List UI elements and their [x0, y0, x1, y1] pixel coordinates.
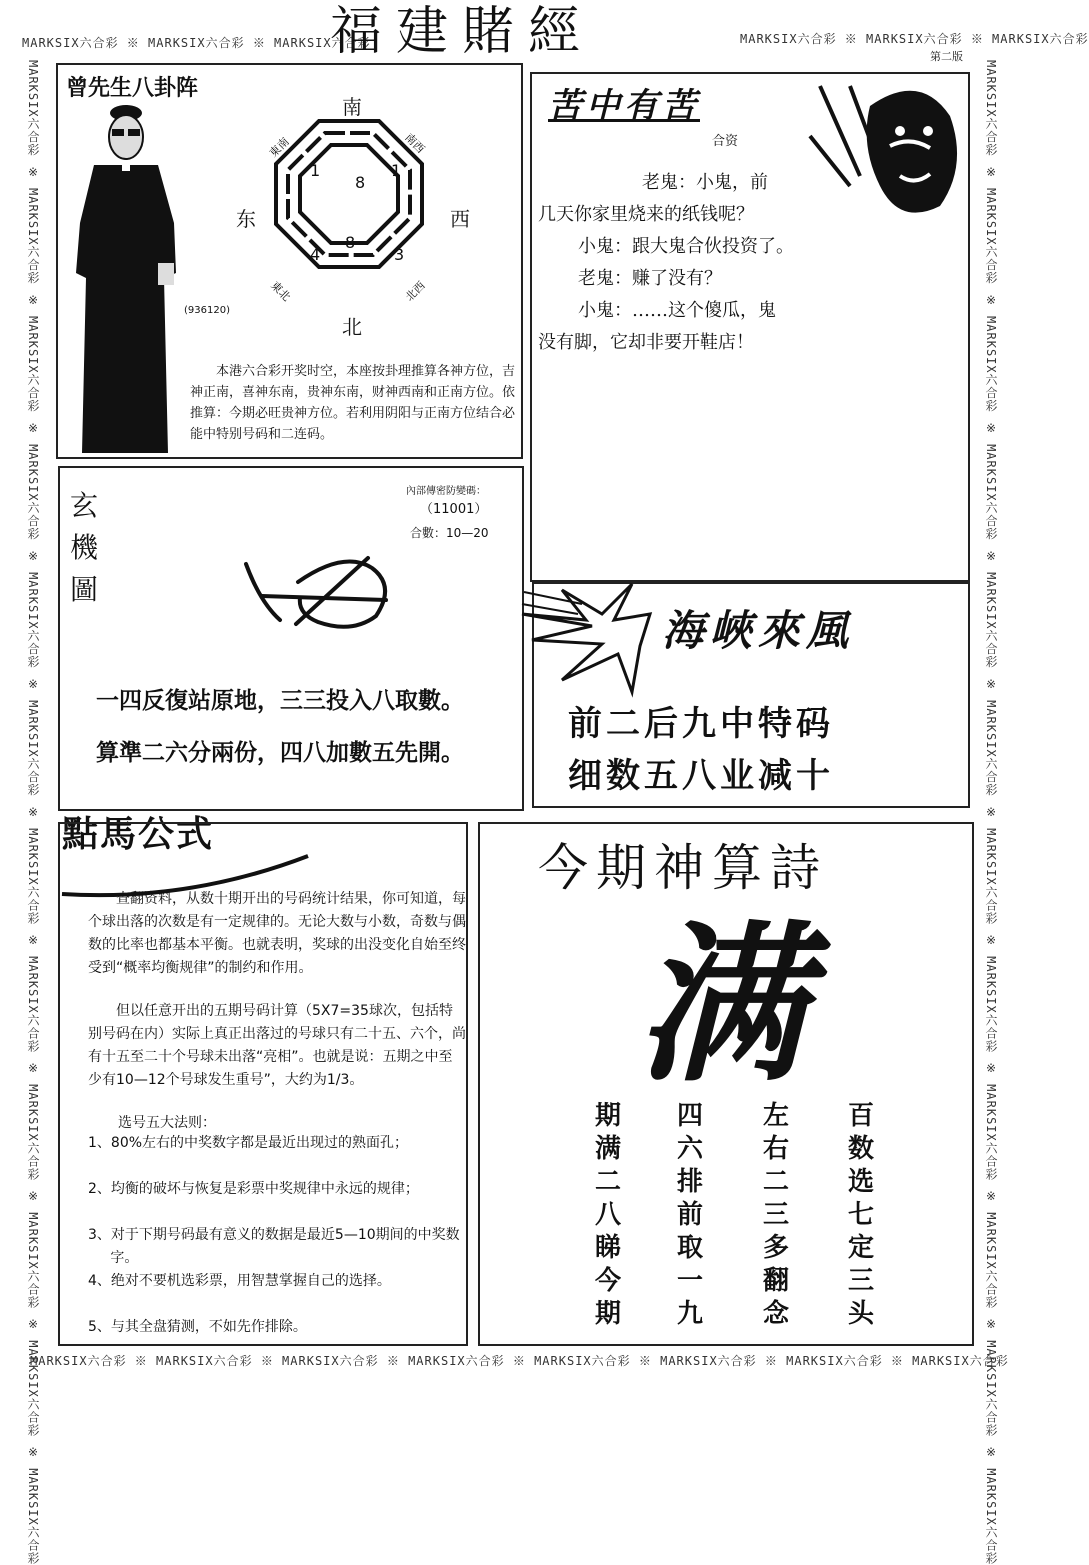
photo-code: (936120) — [184, 305, 230, 316]
poem-column-1: 期满二八睇今期 — [594, 1101, 621, 1329]
bagua-text: 本港六合彩开奖时空，本座按卦理推算各神方位，吉神正南，喜神东南，贵神东南，财神西南和正南方位。依推算：今期必旺贵神方位。若利用阴阳与正南方位结合必能中特别号码和二连码。 — [190, 364, 516, 442]
haixia-line-2: 细数五八业减十 — [568, 756, 834, 796]
xuanji-line-2: 算準二六分兩份，四八加數五先開。 — [96, 740, 464, 766]
haixia-line-1: 前二后九中特码 — [568, 704, 834, 744]
poem-column-2: 四六排前取一九 — [676, 1101, 703, 1329]
dir-south: 南 — [342, 95, 362, 119]
border-strip-top-right: MARKSIX六合彩 ※ MARKSIX六合彩 ※ MARKSIX六合彩 — [740, 32, 1089, 46]
page-title: 福建賭經 — [330, 2, 595, 62]
border-strip-right: MARKSIX六合彩 ※ MARKSIX六合彩 ※ MARKSIX六合彩 ※ MARKSIX六合彩 ※ MARKSIX六合彩 ※ MARKSIX六合彩 ※ MARKSIX六合彩 ※ MARKSIX六合彩 ※ MARKSIX六合彩 ※ MARKSIX六合彩 ※ MARKSIX六合彩 ※ MARKSIX六合彩 — [984, 60, 998, 1565]
joke-line-2: 几天你家里烧来的纸钱呢？ — [538, 204, 754, 225]
dianma-title: 點馬公式 — [62, 814, 215, 855]
dir-north: 北 — [342, 315, 362, 339]
xuanji-title-3: 圖 — [70, 573, 99, 606]
xuanji-code-value: （11001） — [420, 502, 488, 517]
joke-line-6: 没有脚，它却非要开鞋店！ — [538, 332, 754, 353]
dianma-para-2: 但以任意开出的五期号码计算（5X7=35球次，包括特别号码在内）实际上真正出落过的号球只有二十五、六个，尚有十五至二十个号球未出落“亮相”。也就是说：五期之中至少有10—12个号球发生重号”，大约为1/3。 — [88, 1003, 466, 1088]
dir-west: 西 — [450, 207, 470, 231]
dianma-rule-4: 4、绝对不要机选彩票，用智慧掌握自己的选择。 — [88, 1273, 391, 1289]
joke-line-5: 小鬼：……这个傻瓜，鬼 — [578, 300, 776, 321]
dir-east: 东 — [236, 207, 256, 231]
dir-northwest: 北西 — [402, 278, 428, 304]
xuanji-line-1: 一四反復站原地，三三投入八取數。 — [96, 688, 464, 714]
dianma-panel — [58, 814, 468, 1350]
poem-big-char: 满 — [636, 905, 807, 1105]
xuanji-code-label: 內部傳密防變碼： — [406, 486, 486, 497]
joke-line-4: 老鬼：赚了没有？ — [578, 268, 722, 289]
person-figure — [64, 103, 194, 453]
dianma-rule-2: 2、均衡的破坏与恢复是彩票中奖规律中永远的规律； — [88, 1181, 419, 1197]
ghost-illustration — [800, 76, 968, 226]
border-strip-top-left: MARKSIX六合彩 ※ MARKSIX六合彩 ※ MARKSIX六合彩 — [22, 36, 371, 50]
dianma-para-1: 查翻资料，从数十期开出的号码统计结果，你可知道，每个球出落的次数是有一定规律的。无论大数与小数，奇数与偶数的比率也都基本平衡。也就表明，奖球的出没变化自始至终受到“概率均衡规律”的制约和作用。 — [88, 891, 466, 976]
joke-title: 苦中有苦 — [548, 86, 700, 126]
xuanji-panel — [58, 466, 524, 811]
xuanji-title-2: 機 — [70, 531, 99, 564]
num-bottom-left: 4 — [310, 245, 321, 264]
dianma-rule-5: 5、与其全盘猜测，不如先作排除。 — [88, 1319, 307, 1335]
joke-panel — [530, 72, 970, 582]
num-top-right: 1 — [391, 161, 402, 180]
poem-column-3: 左右二三多翻念 — [762, 1101, 789, 1329]
dianma-rule-1: 1、80%左右的中奖数字都是最近出现过的熟面孔； — [88, 1135, 409, 1151]
dianma-rules-title: 选号五大法则： — [118, 1115, 216, 1131]
joke-subtitle: 合资 — [712, 134, 739, 149]
haixia-panel — [532, 582, 970, 808]
num-top-center: 8 — [355, 173, 366, 192]
num-center: 8 — [345, 233, 356, 252]
haixia-title: 海峽來風 — [662, 606, 855, 655]
border-strip-left: MARKSIX六合彩 ※ MARKSIX六合彩 ※ MARKSIX六合彩 ※ MARKSIX六合彩 ※ MARKSIX六合彩 ※ MARKSIX六合彩 ※ MARKSIX六合彩 ※ MARKSIX六合彩 ※ MARKSIX六合彩 ※ MARKSIX六合彩 ※ MARKSIX六合彩 ※ MARKSIX六合彩 — [26, 60, 40, 1565]
bagua-panel — [56, 63, 523, 459]
poem-column-4: 百数选七定三头 — [847, 1101, 874, 1329]
joke-line-3: 小鬼：跟大鬼合伙投资了。 — [578, 236, 794, 257]
dianma-rule-3: 3、对于下期号码最有意义的数据是最近5—10期间的中奖数字。 — [88, 1227, 460, 1266]
joke-line-1: 老鬼：小鬼，前 — [642, 172, 768, 193]
num-bottom-right: 3 — [394, 245, 405, 264]
dir-southeast: 東南 — [266, 134, 292, 160]
bagua-heading: 曾先生八卦阵 — [66, 76, 199, 101]
dir-northeast: 東北 — [268, 278, 294, 304]
xuanji-drawing — [236, 542, 396, 642]
border-strip-bottom: MARKSIX六合彩 ※ MARKSIX六合彩 ※ MARKSIX六合彩 ※ MARKSIX六合彩 ※ MARKSIX六合彩 ※ MARKSIX六合彩 ※ MARKSIX六合彩 ※ MARKSIX六合彩 — [30, 1354, 1009, 1368]
dir-southwest: 南西 — [402, 130, 428, 156]
num-top-left: 1 — [310, 161, 321, 180]
edition-label: 第二版 — [930, 50, 963, 63]
xuanji-heshu: 合數：10—20 — [410, 526, 489, 540]
burst-graphic — [522, 584, 652, 694]
xuanji-title-1: 玄 — [70, 489, 99, 522]
poem-title: 今期神算詩 — [538, 839, 828, 897]
